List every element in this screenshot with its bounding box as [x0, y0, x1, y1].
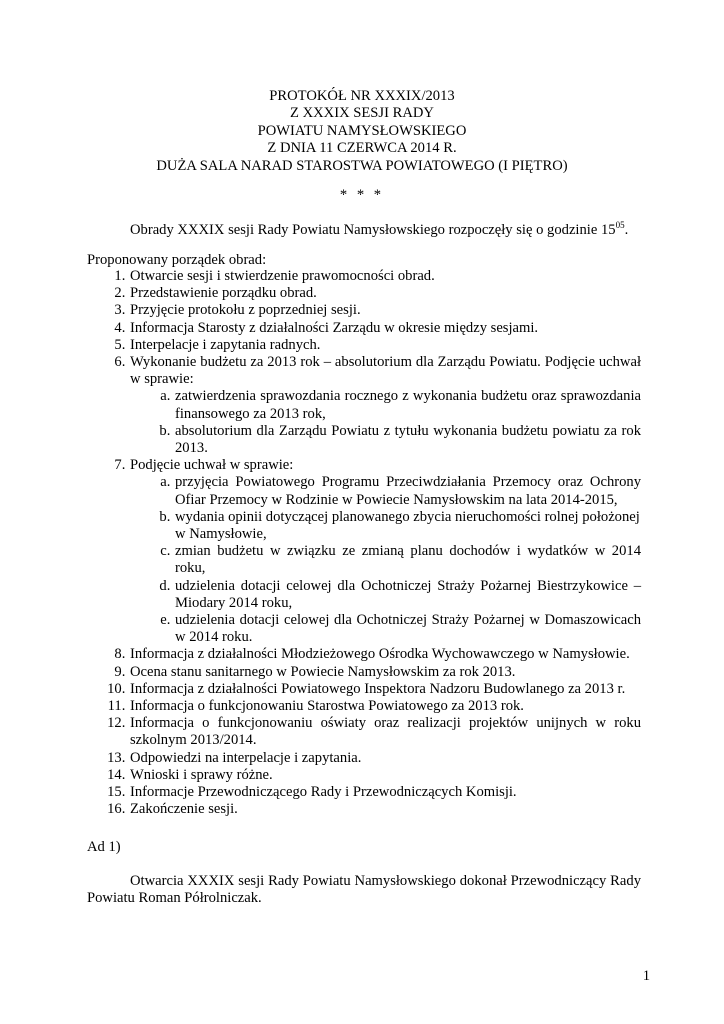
- agenda-list: [87, 268, 641, 819]
- document-header: [0, 88, 724, 175]
- agenda-subitem: e. udzielenia dotacji celowej dla Ochotniczej Straży Pożarnej w Domaszowicach w 2014 roku.: [174, 612, 641, 646]
- agenda-item: 4. Informacja Starosty z działalności Zarządu w okresie między sesjami.: [129, 320, 641, 337]
- section-separator: * * *: [339, 187, 385, 203]
- agenda-subitem: c. zmian budżetu w związku ze zmianą planu dochodów i wydatków w 2014 roku,: [174, 543, 641, 577]
- agenda-item: 8. Informacja z działalności Młodzieżowego Ośrodka Wychowawczego w Namysłowie.: [129, 646, 641, 663]
- opening-end: .: [624, 222, 629, 238]
- agenda-item: 16. Zakończenie sesji.: [129, 801, 641, 818]
- agenda-item: [129, 354, 641, 457]
- agenda-item: 10. Informacja z działalności Powiatowego Inspektora Nadzoru Budowlanego za 2013 r.: [129, 681, 641, 698]
- opening-paragraph: [130, 222, 650, 239]
- agenda-item: 11. Informacja o funkcjonowaniu Starostwa Powiatowego za 2013 rok.: [129, 698, 641, 715]
- agenda-item: 2. Przedstawienie porządku obrad.: [129, 285, 641, 302]
- agenda-subitem: b. absolutorium dla Zarządu Powiatu z tytułu wykonania budżetu powiatu za rok 2013.: [174, 423, 641, 457]
- agenda-item: 5. Interpelacje i zapytania radnych.: [129, 337, 641, 354]
- agenda-subitem-text: wydania opinii dotyczącej planowanego zbycia nieruchomości rolnej położonej: [175, 508, 640, 525]
- agenda-sublist: [130, 388, 641, 457]
- agenda-item-text: Podjęcie uchwał w sprawie:: [130, 457, 294, 474]
- agenda-item: 9. Ocena stanu sanitarnego w Powiecie Namysłowskim za rok 2013.: [129, 664, 641, 681]
- protocol-number: PROTOKÓŁ NR XXXIX/2013: [269, 88, 455, 104]
- agenda-subitem: [174, 509, 641, 543]
- session-date: Z DNIA 11 CZERWCA 2014 R.: [267, 140, 457, 157]
- agenda-subitem: d. udzielenia dotacji celowej dla Ochotniczej Straży Pożarnej Biestrzykowice – Miodary 2014 roku,: [174, 578, 641, 612]
- agenda-item-text: Wykonanie budżetu za 2013 rok – absolutorium dla Zarządu Powiatu. Podjęcie uchwał w sprawie:: [130, 354, 641, 388]
- ad1-paragraph: [87, 873, 641, 907]
- agenda-item: 1. Otwarcie sesji i stwierdzenie prawomocności obrad.: [129, 268, 641, 285]
- session-location: DUŻA SALA NARAD STAROSTWA POWIATOWEGO (I PIĘTRO): [156, 157, 568, 174]
- agenda-item: 12. Informacja o funkcjonowaniu oświaty oraz realizacji projektów unijnych w roku szkolnym 2013/2014.: [129, 715, 641, 749]
- opening-text: Obrady XXXIX sesji Rady Powiatu Namysłowskiego rozpoczęły się o godzinie 15: [130, 222, 616, 238]
- agenda-item: 13. Odpowiedzi na interpelacje i zapytania.: [129, 750, 641, 767]
- agenda-label: Proponowany porządek obrad:: [87, 252, 267, 268]
- ad1-text: Otwarcia XXXIX sesji Rady Powiatu Namysłowskiego dokonał Przewodniczący Rady Powiatu Roman Półrolniczak.: [87, 873, 641, 907]
- agenda-item: [129, 457, 641, 646]
- agenda-subitem: a. przyjęcia Powiatowego Programu Przeciwdziałania Przemocy oraz Ochrony Ofiar Przemocy w Rodzinie w Powiecie Namysłowskim na lata 2014-2015,: [174, 474, 641, 508]
- agenda-item: 14. Wnioski i sprawy różne.: [129, 767, 641, 784]
- agenda-subitem-text: w Namysłowie,: [175, 526, 267, 543]
- session-title: Z XXXIX SESJI RADY: [290, 105, 434, 122]
- agenda-item: 15. Informacje Przewodniczącego Rady i Przewodniczących Komisji.: [129, 784, 641, 801]
- council-name: POWIATU NAMYSŁOWSKIEGO: [257, 122, 467, 139]
- section-heading-ad1: Ad 1): [87, 839, 121, 855]
- agenda-sublist: [130, 474, 641, 646]
- page-number: 1: [642, 968, 650, 984]
- opening-time-minutes: 05: [615, 220, 625, 231]
- agenda-item: 3. Przyjęcie protokołu z poprzedniej sesji.: [129, 302, 641, 319]
- agenda-subitem: a. zatwierdzenia sprawozdania rocznego z wykonania budżetu oraz sprawozdania finansowego za 2013 rok,: [174, 388, 641, 422]
